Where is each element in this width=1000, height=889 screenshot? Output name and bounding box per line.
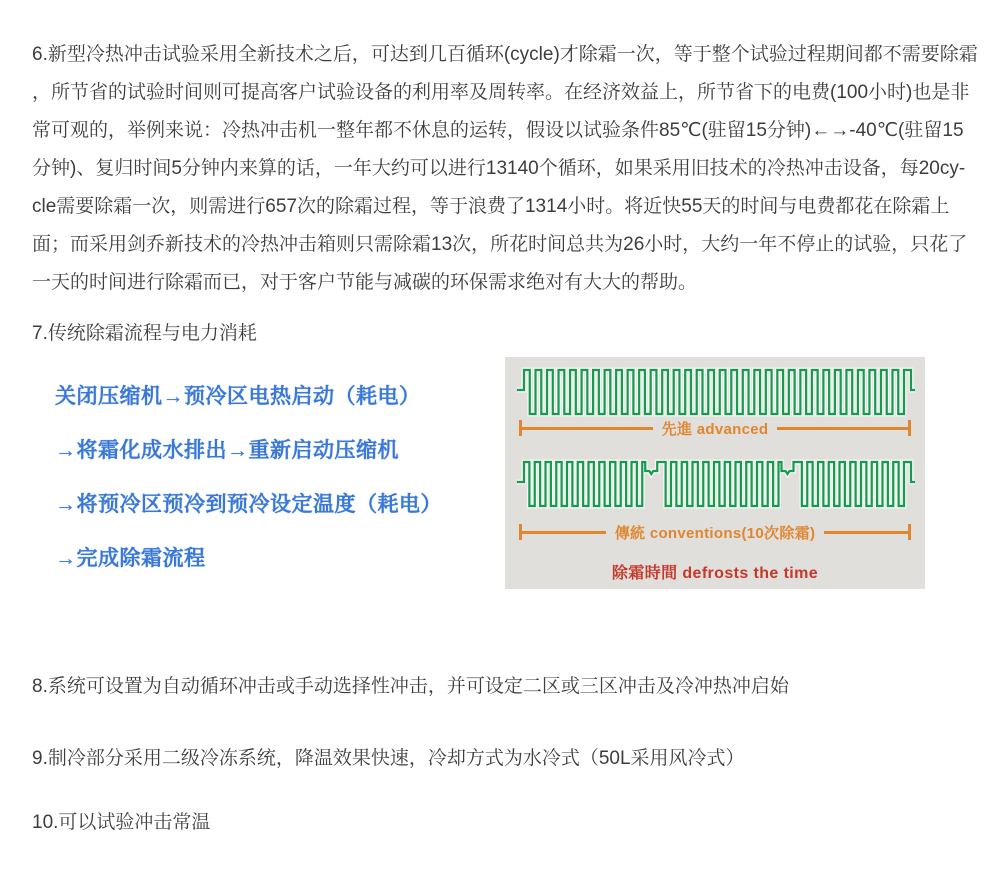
paragraph-6-line: 一天的时间进行除霜而已，对于客户节能与减碳的环保需求绝对有大大的帮助。	[32, 272, 698, 293]
flow-step-2: →将霜化成水排出→重新启动压缩机	[55, 439, 399, 462]
paragraph-9-text: 9.制冷部分采用二级冷冻系统，降温效果快速，冷却方式为水冷式（50L采用风冷式）	[32, 748, 745, 769]
defrost-time-caption: 除霜時間 defrosts the time	[611, 565, 819, 582]
paragraph-6	[32, 36, 978, 302]
section-7-heading: 7.传统除霜流程与电力消耗	[32, 323, 257, 344]
measure-bar	[522, 427, 653, 430]
measure-bar	[777, 427, 908, 430]
paragraph-6-line: ，所节省的试验时间则可提高客户试验设备的利用率及周转率。在经济效益上，所节省下的电费(100小时)也是非	[32, 82, 970, 103]
flow-step-3: →将预冷区预冷到预冷设定温度（耗电）	[55, 493, 442, 516]
paragraph-10	[32, 804, 210, 842]
flow-step-4: →完成除霜流程	[55, 547, 206, 570]
traditional-waveform	[515, 458, 915, 510]
traditional-duration-measure	[519, 523, 911, 541]
paragraph-10-text: 10.可以试验冲击常温	[32, 812, 211, 833]
measure-bar	[522, 531, 606, 534]
paragraph-6-line: 常可观的，举例来说：冷热冲击机一整年都不休息的运转，假设以试验条件85℃(驻留15分钟)←→-40℃(驻留15	[32, 120, 964, 141]
paragraph-6-line: 6.新型冷热冲击试验采用全新技术之后，可达到几百循环(cycle)才除霜一次，等于整个试验过程期间都不需要除霜	[32, 44, 978, 65]
paragraph-8-text: 8.系统可设置为自动循环冲击或手动选择性冲击，并可设定二区或三区冲击及冷冲热冲启始	[32, 676, 789, 697]
advanced-waveform	[515, 366, 915, 418]
paragraph-6-line: 面；而采用剑乔新技术的冷热冲击箱则只需除霜13次，所花时间总共为26小时，大约一年不停止的试验，只花了	[32, 234, 968, 255]
advanced-duration-label: 先進 advanced	[661, 420, 769, 438]
paragraph-8	[32, 668, 789, 706]
measure-right-tick	[908, 524, 911, 540]
flow-step-1: 关闭压缩机→预冷区电热启动（耗电）	[55, 385, 421, 408]
measure-right-tick	[908, 420, 911, 436]
paragraph-6-line: 分钟)、复归时间5分钟内来算的话，一年大约可以进行13140个循环，如果采用旧技术的冷热冲击设备，每20cy-	[32, 158, 966, 179]
traditional-duration-label: 傳統 conventions(10次除霜)	[614, 524, 816, 542]
paragraph-9	[32, 740, 745, 778]
advanced-duration-measure	[519, 419, 911, 437]
paragraph-6-line: cle需要除霜一次，则需进行657次的除霜过程，等于浪费了1314小时。将近快55天的时间与电费都花在除霜上	[32, 196, 950, 217]
defrost-comparison-diagram	[505, 357, 925, 589]
measure-bar	[824, 531, 908, 534]
